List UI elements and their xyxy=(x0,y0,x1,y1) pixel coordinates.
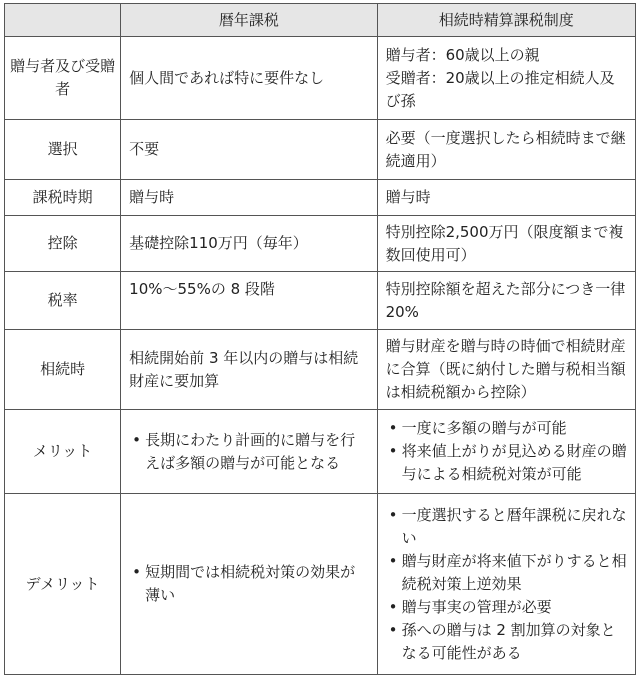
cell-inheritance-settlement: 贈与財産を贈与時の時価で相続財産に合算（既に納付した贈与税相当額は相続税額から控除） xyxy=(377,330,635,410)
cell-timing-settlement: 贈与時 xyxy=(377,180,635,216)
list-item: • 贈与事実の管理が必要 xyxy=(386,596,627,619)
list-item: • 贈与財産が将来値下がりすると相続税対策上逆効果 xyxy=(386,550,627,596)
cell-inheritance-calendar: 相続開始前 3 年以内の贈与は相続財産に要加算 xyxy=(121,330,377,410)
demerit-calendar-list xyxy=(129,561,368,607)
cell-demerit-calendar xyxy=(121,494,377,675)
merit-calendar-list xyxy=(129,429,368,475)
row-label-donor: 贈与者及び受贈者 xyxy=(5,37,121,120)
header-corner xyxy=(5,4,121,37)
cell-merit-settlement xyxy=(377,410,635,494)
cell-deduction-settlement: 特別控除2,500万円（限度額まで複数回使用可） xyxy=(377,216,635,272)
row-deduction xyxy=(5,216,636,272)
header-inheritance-settlement-taxation: 相続時精算課税制度 xyxy=(377,4,635,37)
cell-tax-rate-calendar: 10%～55%の 8 段階 xyxy=(121,272,377,330)
row-inheritance xyxy=(5,330,636,410)
row-label-demerit: デメリット xyxy=(5,494,121,675)
row-selection xyxy=(5,120,636,180)
row-timing xyxy=(5,180,636,216)
row-label-selection: 選択 xyxy=(5,120,121,180)
row-demerit xyxy=(5,494,636,675)
cell-selection-calendar: 不要 xyxy=(121,120,377,180)
list-item: • 長期にわたり計画的に贈与を行えば多額の贈与が可能となる xyxy=(129,429,368,475)
donor-requirement: 贈与者：60歳以上の親 xyxy=(385,45,540,64)
cell-donor-settlement xyxy=(377,37,635,120)
cell-merit-calendar xyxy=(121,410,377,494)
cell-selection-settlement: 必要（一度選択したら相続時まで継続適用） xyxy=(377,120,635,180)
list-item: • 孫への贈与は 2 割加算の対象となる可能性がある xyxy=(386,619,627,665)
row-merit xyxy=(5,410,636,494)
header-row xyxy=(5,4,636,37)
merit-settlement-list xyxy=(386,417,627,486)
row-label-inheritance: 相続時 xyxy=(5,330,121,410)
comparison-table xyxy=(4,3,636,675)
list-item: • 一度に多額の贈与が可能 xyxy=(386,417,627,440)
list-item: • 一度選択すると暦年課税に戻れない xyxy=(386,504,627,550)
list-item: • 将来値上がりが見込める財産の贈与による相続税対策が可能 xyxy=(386,440,627,486)
cell-tax-rate-settlement: 特別控除額を超えた部分につき一律20% xyxy=(377,272,635,330)
row-label-tax-rate: 税率 xyxy=(5,272,121,330)
demerit-settlement-list xyxy=(386,504,627,665)
row-label-merit: メリット xyxy=(5,410,121,494)
donee-requirement: 受贈者：20歳以上の推定相続人及び孫 xyxy=(385,68,615,110)
cell-timing-calendar: 贈与時 xyxy=(121,180,377,216)
row-tax-rate xyxy=(5,272,636,330)
row-label-timing: 課税時期 xyxy=(5,180,121,216)
row-donor xyxy=(5,37,636,120)
row-label-deduction: 控除 xyxy=(5,216,121,272)
cell-donor-calendar: 個人間であれば特に要件なし xyxy=(121,37,377,120)
list-item: • 短期間では相続税対策の効果が薄い xyxy=(129,561,368,607)
cell-deduction-calendar: 基礎控除110万円（毎年） xyxy=(121,216,377,272)
header-calendar-year-taxation: 暦年課税 xyxy=(121,4,377,37)
cell-demerit-settlement xyxy=(377,494,635,675)
